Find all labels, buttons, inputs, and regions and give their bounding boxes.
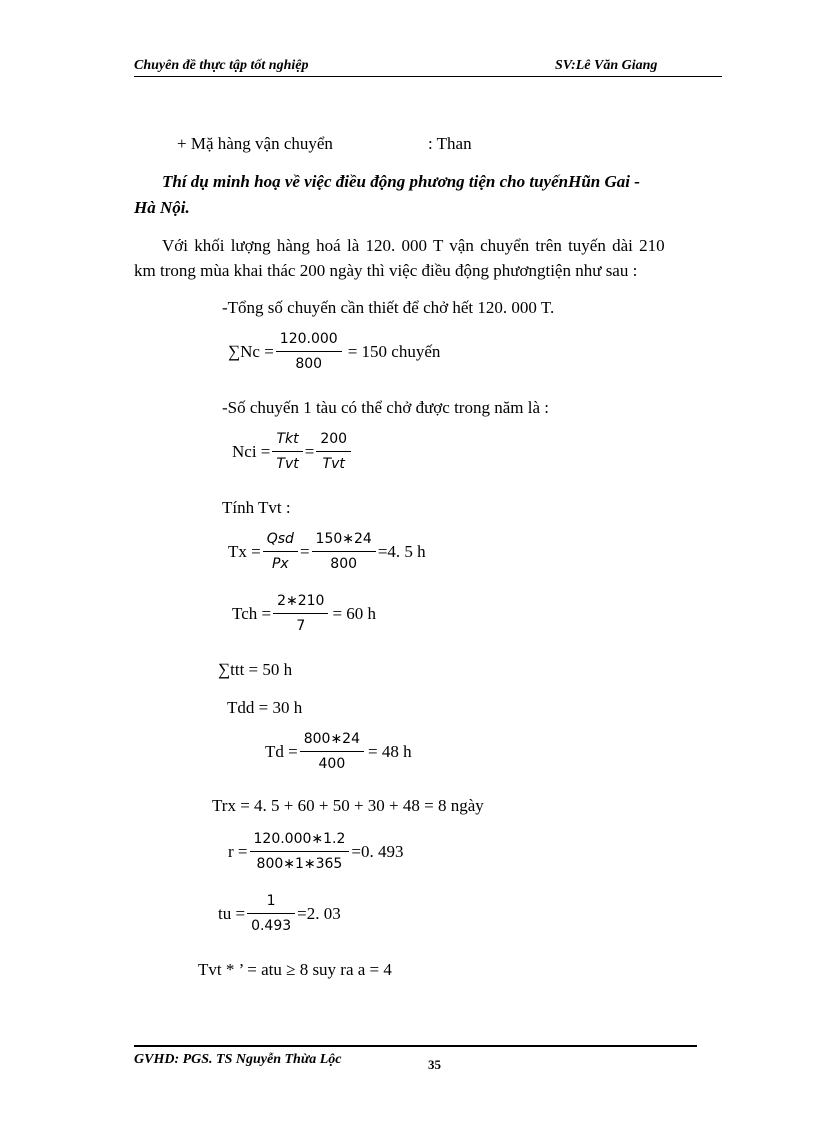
paragraph-line2: km trong mùa khai thác 200 ngày thì việc điều động phươngtiện như sau : [134, 261, 638, 280]
nci-denominator-2: Tvt [322, 456, 345, 472]
td-rhs: = 48 h [368, 741, 412, 761]
nci-numerator-1: Tkt [276, 431, 299, 447]
td-lhs: Td = [265, 741, 298, 761]
tx-numerator-2: 150∗24 [315, 531, 372, 547]
header-left: Chuyên đề thực tập tốt nghiệp [134, 58, 309, 73]
cargo-label: + Mặ hàng vận chuyển [177, 134, 333, 153]
td-denominator: 400 [318, 756, 346, 772]
trips-per-ship-text: -Số chuyến 1 tàu có thể chở được trong năm là : [222, 398, 549, 417]
example-heading-line1: Thí dụ minh hoạ về việc điều động phương tiện cho tuyếnHũn Gai - [162, 172, 640, 191]
nc-fraction [276, 330, 342, 373]
r-lhs: r = [228, 841, 248, 861]
nci-formula [232, 430, 353, 473]
header-right: SV:Lê Văn Giang [555, 58, 658, 73]
ttt-line: ∑ttt = 50 h [218, 660, 293, 679]
nci-fraction-2 [316, 430, 351, 473]
r-rhs: =0. 493 [351, 841, 404, 861]
tu-denominator: 0.493 [251, 918, 292, 934]
tu-numerator: 1 [266, 893, 276, 909]
tu-lhs: tu = [218, 903, 246, 923]
r-fraction [250, 830, 350, 873]
r-formula [228, 830, 403, 873]
tch-fraction [273, 592, 328, 635]
nci-lhs: Nci = [232, 441, 271, 461]
tch-denominator: 7 [296, 618, 306, 634]
nc-rhs: = 150 chuyến [347, 341, 441, 361]
r-numerator: 120.000∗1.2 [253, 831, 346, 847]
page-number: 35 [428, 1057, 441, 1072]
nci-numerator-2: 200 [320, 431, 348, 447]
tx-fraction-1 [263, 530, 298, 573]
tx-equals: = [299, 541, 310, 561]
nc-formula [228, 330, 440, 373]
nci-denominator-1: Tvt [276, 456, 299, 472]
td-fraction [300, 730, 364, 773]
total-trips-text: -Tổng số chuyến cần thiết để chở hết 120. 000 T. [222, 298, 555, 317]
paragraph-line1: Với khối lượng hàng hoá là 120. 000 T vận chuyển trên tuyến dài 210 [162, 236, 665, 255]
tu-rhs: =2. 03 [297, 903, 341, 923]
example-heading-line2: Hà Nội. [134, 198, 190, 217]
tu-fraction [247, 892, 295, 935]
tvt-label: Tính Tvt : [222, 498, 291, 517]
tch-formula [232, 592, 376, 635]
tx-numerator-1: Qsd [266, 531, 294, 547]
tch-numerator: 2∗210 [277, 593, 325, 609]
nci-fraction-1 [272, 430, 302, 473]
tx-denominator-2: 800 [330, 556, 358, 572]
tu-formula [218, 892, 341, 935]
tx-denominator-1: Px [271, 556, 289, 572]
nc-numerator: 120.000 [279, 331, 338, 347]
tx-lhs: Tx = [228, 541, 261, 561]
tx-fraction-2 [312, 530, 376, 573]
tdd-line: Tdd = 30 h [227, 698, 303, 717]
tch-lhs: Tch = [232, 603, 272, 623]
trx-line: Trx = 4. 5 + 60 + 50 + 30 + 48 = 8 ngày [212, 796, 484, 815]
nc-lhs: ∑Nc = [228, 341, 274, 361]
cargo-value: : Than [428, 134, 472, 153]
tx-formula [228, 530, 426, 573]
r-denominator: 800∗1∗365 [256, 856, 343, 872]
tch-rhs: = 60 h [332, 603, 377, 623]
tx-rhs: =4. 5 h [377, 541, 426, 561]
td-formula [265, 730, 412, 773]
header-rule [134, 76, 722, 77]
nci-equals: = [304, 441, 315, 461]
nc-denominator: 800 [295, 356, 323, 372]
footer-rule [134, 1045, 697, 1047]
td-numerator: 800∗24 [303, 731, 361, 747]
footer-left: GVHD: PGS. TS Nguyễn Thừa Lộc [134, 1052, 342, 1067]
final-line: Tvt * ’ = atu ≥ 8 suy ra a = 4 [198, 960, 392, 979]
